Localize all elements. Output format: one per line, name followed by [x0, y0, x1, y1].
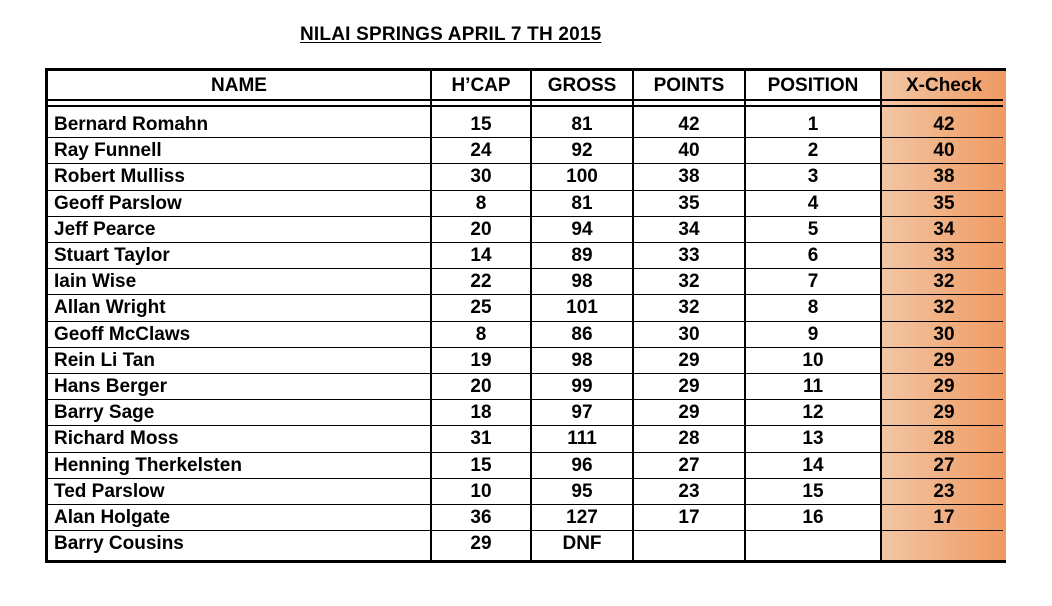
- row-divider: [48, 190, 1003, 191]
- cell-xcheck: 17: [933, 507, 955, 528]
- cell-hcap: 24: [470, 140, 492, 162]
- cell-name: Alan Holgate: [54, 507, 171, 528]
- cell-name: Richard Moss: [54, 428, 179, 450]
- cell-position: 11: [802, 376, 824, 397]
- cell-position: [746, 530, 880, 556]
- cell-hcap: 20: [470, 218, 492, 240]
- row-divider: [48, 530, 1003, 531]
- cell-xcheck: 35: [933, 192, 955, 214]
- cell-gross: 92: [571, 140, 593, 162]
- row-divider: [48, 373, 1003, 374]
- cell-gross: 96: [571, 454, 593, 476]
- cell-gross: 100: [566, 166, 598, 188]
- table-row: [48, 373, 1003, 399]
- cell-xcheck: 23: [933, 480, 955, 502]
- cell-points: 42: [678, 114, 700, 135]
- header-divider: [48, 105, 1003, 107]
- cell-gross: 98: [571, 271, 593, 293]
- cell-hcap: 25: [470, 297, 492, 319]
- cell-xcheck: 34: [933, 218, 955, 240]
- cell-hcap: 19: [470, 349, 492, 371]
- row-divider: [48, 163, 1003, 164]
- results-table: [45, 68, 1006, 563]
- cell-points: 27: [678, 454, 700, 476]
- cell-xcheck: 30: [933, 323, 955, 345]
- header-divider: [48, 99, 1003, 101]
- cell-gross: 95: [571, 480, 593, 502]
- cell-name: Ted Parslow: [54, 480, 165, 502]
- cell-name: Barry Cousins: [54, 533, 184, 555]
- row-divider: [48, 347, 1003, 348]
- cell-xcheck: 40: [933, 140, 955, 162]
- cell-position: 14: [802, 454, 824, 476]
- cell-hcap: 20: [470, 376, 492, 397]
- cell-xcheck: [882, 530, 1006, 556]
- cell-hcap: 15: [470, 454, 492, 476]
- cell-name: Rein Li Tan: [54, 349, 155, 371]
- cell-name: Ray Funnell: [54, 140, 162, 162]
- table-row: [48, 452, 1003, 478]
- cell-gross: 81: [571, 192, 593, 214]
- cell-name: Allan Wright: [54, 297, 166, 319]
- cell-points: 34: [678, 218, 700, 240]
- cell-gross: 94: [571, 218, 593, 240]
- table-row: [48, 242, 1003, 268]
- cell-gross: 81: [571, 114, 593, 135]
- cell-name: Barry Sage: [54, 402, 155, 424]
- cell-position: 7: [807, 271, 819, 293]
- header-hcap: H’CAP: [451, 75, 511, 96]
- cell-points: 32: [678, 297, 700, 319]
- cell-position: 1: [807, 114, 819, 135]
- cell-hcap: 14: [470, 245, 492, 266]
- row-divider: [48, 399, 1003, 400]
- cell-name: Bernard Romahn: [54, 114, 209, 135]
- cell-points: 35: [678, 192, 700, 214]
- cell-xcheck: 32: [933, 271, 955, 293]
- table-row: [48, 399, 1003, 425]
- cell-gross: 127: [566, 507, 598, 528]
- cell-xcheck: 38: [933, 166, 955, 188]
- table-row: [48, 294, 1003, 320]
- cell-hcap: 10: [470, 480, 492, 502]
- page-title: NILAI SPRINGS APRIL 7 TH 2015: [300, 24, 602, 45]
- header-xcheck: X-Check: [905, 75, 983, 96]
- cell-points: 38: [678, 166, 700, 188]
- cell-gross: 86: [571, 323, 593, 345]
- cell-xcheck: 29: [933, 349, 955, 371]
- table-row: [48, 530, 1003, 556]
- cell-name: Jeff Pearce: [54, 218, 156, 240]
- cell-position: 9: [807, 323, 819, 345]
- table-row: [48, 504, 1003, 530]
- table-row: [48, 321, 1003, 347]
- row-divider: [48, 504, 1003, 505]
- row-divider: [48, 321, 1003, 322]
- cell-gross: 111: [567, 428, 597, 450]
- cell-xcheck: 29: [933, 402, 955, 424]
- header-position: POSITION: [767, 75, 859, 96]
- cell-gross: 99: [571, 376, 593, 397]
- cell-points: [634, 530, 744, 556]
- row-divider: [48, 137, 1003, 138]
- cell-name: Stuart Taylor: [54, 245, 170, 266]
- cell-points: 29: [678, 402, 700, 424]
- cell-hcap: 36: [470, 507, 492, 528]
- row-divider: [48, 452, 1003, 453]
- cell-points: 30: [678, 323, 700, 345]
- table-row: [48, 190, 1003, 216]
- cell-gross: 101: [566, 297, 598, 319]
- cell-name: Henning Therkelsten: [54, 454, 242, 476]
- cell-name: Robert Mulliss: [54, 166, 185, 188]
- cell-points: 40: [678, 140, 700, 162]
- cell-points: 23: [678, 480, 700, 502]
- table-row: [48, 111, 1003, 137]
- cell-hcap: 29: [470, 533, 492, 555]
- row-divider: [48, 268, 1003, 269]
- row-divider: [48, 425, 1003, 426]
- cell-hcap: 22: [470, 271, 492, 293]
- cell-hcap: 31: [470, 428, 492, 450]
- cell-gross: 97: [571, 402, 593, 424]
- cell-position: 12: [802, 402, 824, 424]
- cell-points: 32: [678, 271, 700, 293]
- cell-position: 16: [802, 507, 824, 528]
- cell-position: 8: [807, 297, 819, 319]
- cell-gross: 98: [571, 349, 593, 371]
- cell-hcap: 30: [470, 166, 492, 188]
- cell-position: 10: [802, 349, 824, 371]
- cell-name: Geoff McClaws: [54, 323, 191, 345]
- cell-position: 2: [807, 140, 819, 162]
- cell-hcap: 8: [475, 323, 487, 345]
- cell-position: 4: [807, 192, 819, 214]
- cell-position: 5: [807, 218, 819, 240]
- table-row: [48, 216, 1003, 242]
- cell-points: 17: [678, 507, 700, 528]
- cell-hcap: 15: [470, 114, 492, 135]
- header-points: POINTS: [653, 75, 725, 96]
- cell-name: Hans Berger: [54, 376, 167, 397]
- table-row: [48, 163, 1003, 189]
- cell-position: 6: [807, 245, 819, 266]
- cell-gross: 89: [571, 245, 593, 266]
- cell-xcheck: 32: [933, 297, 955, 319]
- cell-xcheck: 28: [933, 428, 955, 450]
- cell-xcheck: 33: [933, 245, 955, 266]
- cell-points: 29: [678, 349, 700, 371]
- row-divider: [48, 478, 1003, 479]
- cell-position: 13: [802, 428, 824, 450]
- cell-position: 15: [802, 480, 824, 502]
- header-gross: GROSS: [547, 75, 617, 96]
- cell-points: 33: [678, 245, 700, 266]
- header-name: NAME: [211, 75, 267, 96]
- cell-name: Iain Wise: [54, 271, 137, 293]
- cell-position: 3: [807, 166, 819, 188]
- table-row: [48, 137, 1003, 163]
- row-divider: [48, 242, 1003, 243]
- cell-gross: DNF: [562, 533, 602, 555]
- cell-xcheck: 42: [933, 114, 955, 135]
- table-row: [48, 347, 1003, 373]
- cell-name: Geoff Parslow: [54, 192, 182, 214]
- row-divider: [48, 216, 1003, 217]
- cell-hcap: 18: [470, 402, 492, 424]
- cell-points: 28: [678, 428, 700, 450]
- cell-xcheck: 27: [933, 454, 955, 476]
- cell-xcheck: 29: [933, 376, 955, 397]
- table-row: [48, 425, 1003, 451]
- table-row: [48, 478, 1003, 504]
- cell-points: 29: [678, 376, 700, 397]
- cell-hcap: 8: [475, 192, 487, 214]
- table-row: [48, 268, 1003, 294]
- row-divider: [48, 294, 1003, 295]
